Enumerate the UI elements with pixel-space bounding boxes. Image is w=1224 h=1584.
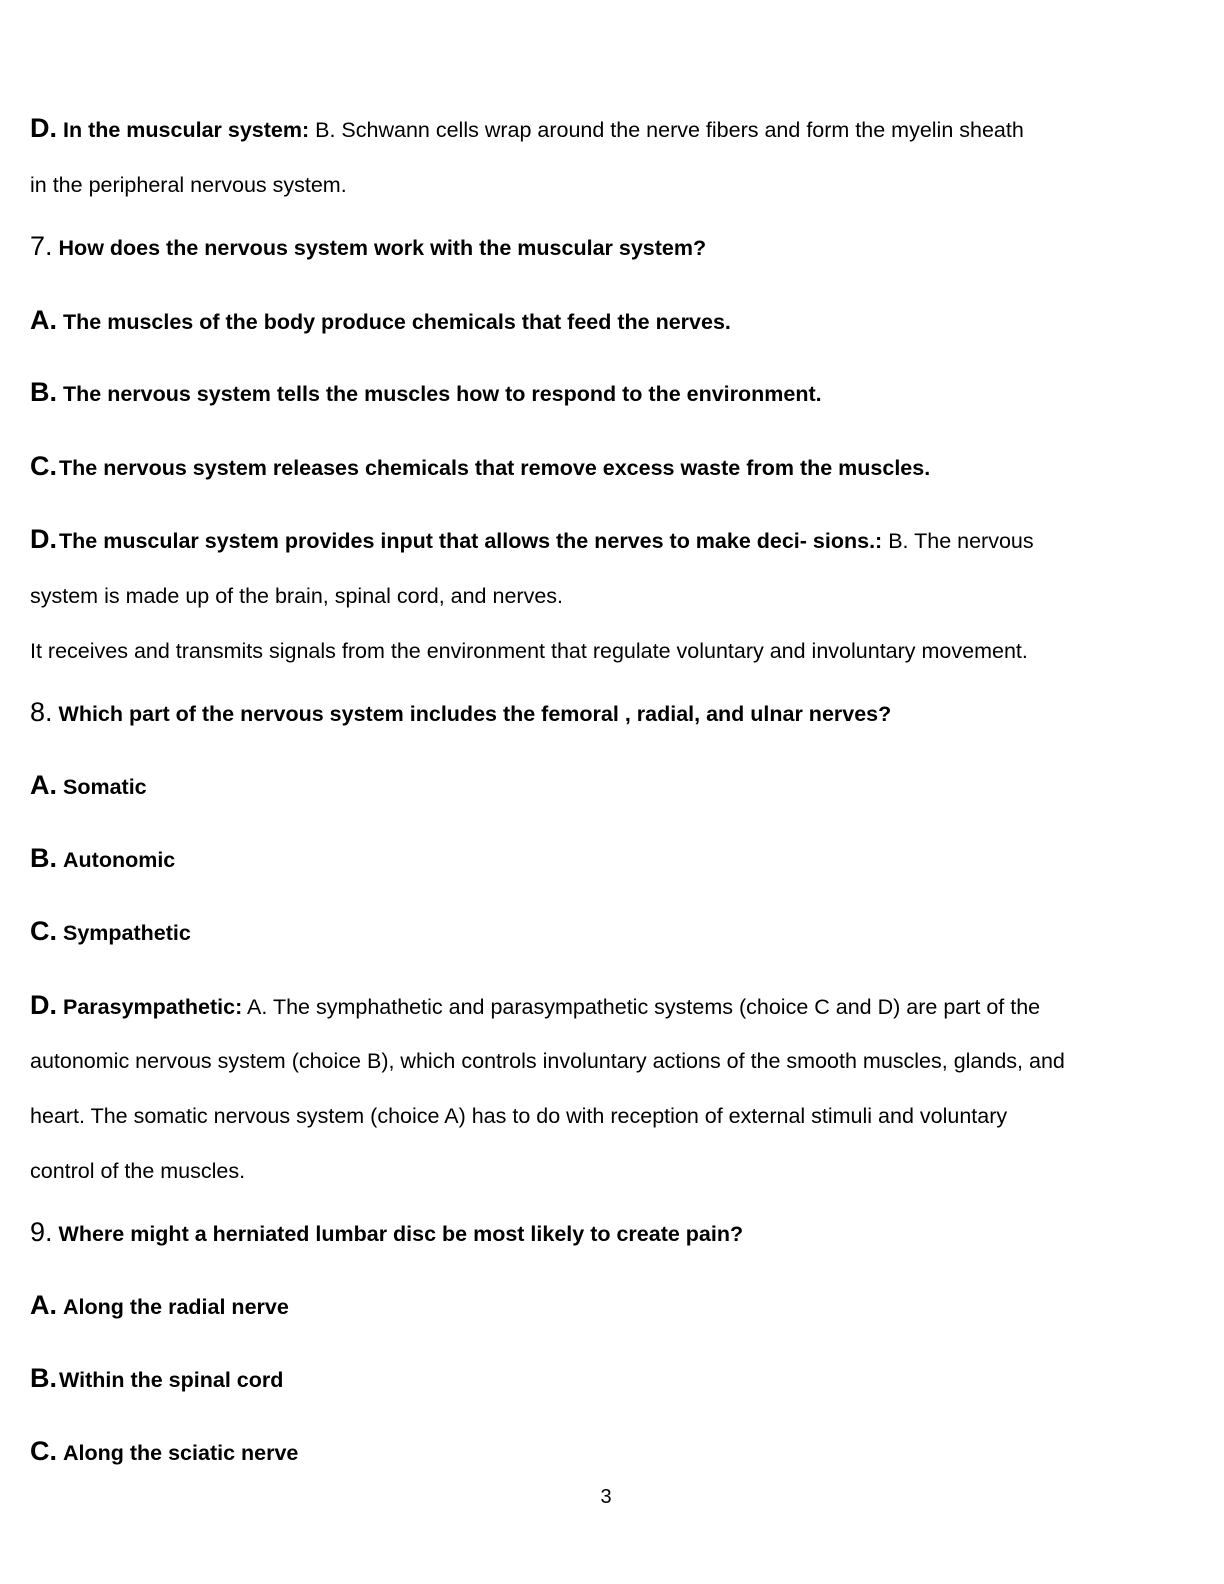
option-letter: A. — [30, 305, 57, 335]
option-text: Sympathetic — [63, 921, 191, 945]
option-letter: D. — [30, 113, 57, 143]
option-text: The nervous system releases chemicals that remove excess waste from the muscles. — [59, 456, 931, 480]
q8-question — [30, 697, 891, 727]
q7-option-a — [30, 305, 731, 335]
question-text: Which part of the nervous system includes the femoral , radial, and ulnar nerves? — [58, 702, 892, 726]
q7-question — [30, 231, 706, 261]
q7-option-d — [30, 524, 1034, 554]
answer-explanation-line: It receives and transmits signals from the environment that regulate voluntary and involuntary movement. — [30, 639, 1028, 663]
question-text: How does the nervous system work with the muscular system? — [58, 236, 707, 260]
option-letter: A. — [30, 1290, 57, 1320]
option-letter: B. — [30, 377, 57, 407]
answer-explanation-line: control of the muscles. — [30, 1159, 246, 1183]
option-text: Somatic — [63, 775, 147, 799]
q8-option-d — [30, 990, 1040, 1020]
answer-explanation-line: autonomic nervous system (choice B), which controls involuntary actions of the smooth muscles, glands, and — [30, 1049, 1065, 1073]
option-letter: C. — [30, 451, 57, 481]
q9-question — [30, 1217, 743, 1247]
option-text: Along the radial nerve — [63, 1295, 289, 1319]
option-letter: B. — [30, 1363, 57, 1393]
question-number: 8. — [30, 697, 53, 727]
question-number: 9. — [30, 1217, 53, 1247]
answer-explanation: B. Schwann cells wrap around the nerve fibers and form the myelin sheath — [315, 118, 1024, 142]
option-text: The muscular system provides input that allows the nerves to make deci- sions.: — [59, 529, 883, 553]
q6-option-d — [30, 113, 1024, 143]
q9-option-a — [30, 1290, 289, 1320]
question-number: 7. — [30, 231, 53, 261]
answer-explanation: B. The nervous — [888, 529, 1034, 553]
option-letter: C. — [30, 1436, 57, 1466]
option-text: The muscles of the body produce chemicals that feed the nerves. — [63, 310, 731, 334]
option-letter: B. — [30, 843, 57, 873]
question-text: Where might a herniated lumbar disc be most likely to create pain? — [58, 1222, 744, 1246]
option-letter: C. — [30, 916, 57, 946]
q8-option-b — [30, 843, 175, 873]
option-text: The nervous system tells the muscles how to respond to the environment. — [63, 382, 822, 406]
page-number: 3 — [600, 1486, 612, 1508]
option-text: Along the sciatic nerve — [63, 1441, 299, 1465]
option-text: In the muscular system: — [63, 118, 310, 142]
q8-option-c — [30, 916, 191, 946]
answer-explanation-line: system is made up of the brain, spinal cord, and nerves. — [30, 584, 563, 608]
option-text: Autonomic — [63, 848, 176, 872]
q8-option-a — [30, 770, 147, 800]
q9-option-b — [30, 1363, 283, 1393]
option-text: Parasympathetic: — [63, 995, 243, 1019]
q7-option-b — [30, 377, 822, 407]
q7-option-c — [30, 451, 930, 481]
option-letter: D. — [30, 990, 57, 1020]
answer-explanation-line: in the peripheral nervous system. — [30, 173, 347, 197]
option-letter: D. — [30, 524, 57, 554]
q9-option-c — [30, 1436, 298, 1466]
answer-explanation: A. The symphathetic and parasympathetic systems (choice C and D) are part of the — [247, 995, 1041, 1019]
option-letter: A. — [30, 770, 57, 800]
option-text: Within the spinal cord — [59, 1368, 284, 1392]
answer-explanation-line: heart. The somatic nervous system (choice A) has to do with reception of external stimuli and voluntary — [30, 1104, 1008, 1128]
